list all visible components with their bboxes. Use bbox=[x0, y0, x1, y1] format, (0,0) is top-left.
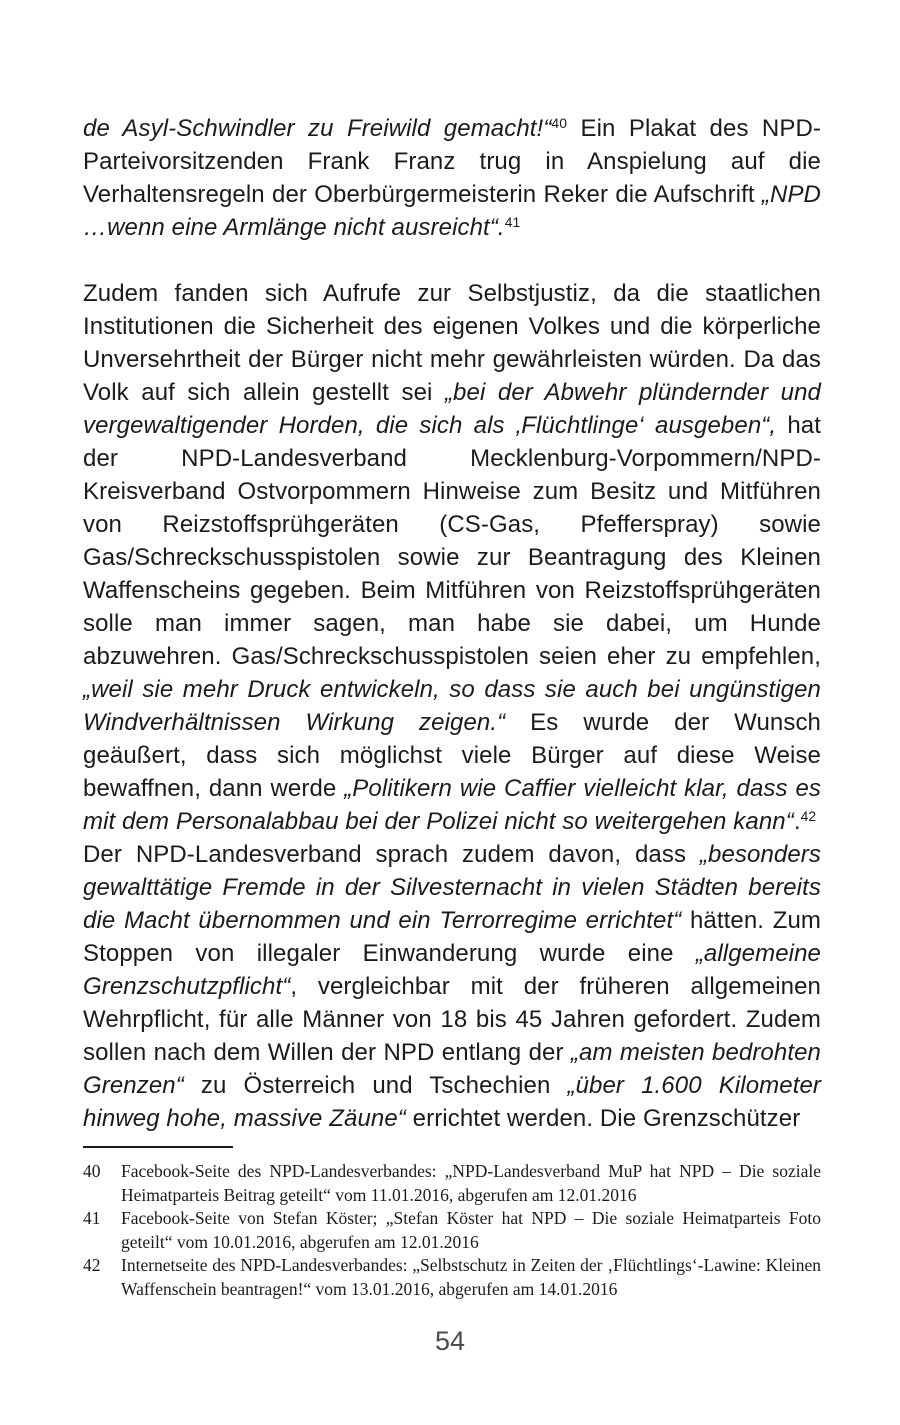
footnote bbox=[83, 1207, 821, 1254]
footnotes-section bbox=[83, 1146, 821, 1301]
quoted-italic-text: „Politikern wie Caffier vielleicht klar, dass es mit dem Personalabbau bei der Polizei nicht so weitergehen kann“ bbox=[83, 775, 821, 835]
footnote bbox=[83, 1254, 821, 1301]
footnotes-list bbox=[83, 1160, 821, 1301]
body-run: Zudem fanden sich Aufrufe zur Selbstjustiz, da die staatlichen Institutionen die Sicherheit des eigenen Volkes und die körperliche Unversehrtheit der Bürger nicht mehr gewährleisten würden. Da das Volk auf sich allein gestellt sei bbox=[83, 280, 821, 406]
body-run: Der NPD-Landesverband sprach zudem davon, dass bbox=[83, 841, 700, 868]
footnote bbox=[83, 1160, 821, 1207]
paragraph-1 bbox=[83, 112, 821, 244]
page-number: 54 bbox=[434, 1326, 466, 1356]
body-run: Ein Plakat des NPD-Parteivorsitzenden Frank Franz trug in Anspielung auf die Verhaltensregeln der Oberbürgermeisterin Reker die Aufschrift bbox=[83, 115, 821, 208]
paragraph-2 bbox=[83, 277, 821, 838]
footnote-number: 42 bbox=[83, 1255, 101, 1275]
body-text bbox=[83, 112, 821, 1135]
quoted-italic-text: „am meisten bedrohten Grenzen“ bbox=[83, 1039, 821, 1099]
quoted-italic-text: „bei der Abwehr plündernder und vergewaltigender Horden, die sich als ‚Flüchtlinge‘ ausgeben“, bbox=[83, 379, 821, 439]
footnote-text: Facebook-Seite des NPD-Landesverbandes: „NPD-Landesverband MuP hat NPD – Die soziale Heimatparteis Beitrag geteilt“ vom 11.01.2016, abgerufen am 12.01.2016 bbox=[121, 1161, 821, 1205]
paragraph-3 bbox=[83, 838, 821, 1135]
footnote-number: 41 bbox=[83, 1208, 101, 1228]
body-run: Es wurde der Wunsch geäußert, dass sich möglichst viele Bürger auf diese Weise bewaffnen, dann werde bbox=[83, 709, 821, 802]
footnote-ref: 40 bbox=[551, 115, 568, 132]
body-run: hat der NPD-Landesverband Mecklenburg-Vorpommern/NPD-Kreisverband Ostvorpommern Hinweise zum Besitz und Mitführen von Reizstoffsprühgeräten (CS-Gas, Pfefferspray) sowie Gas/Schreckschusspistolen sowie zur Beantragung des Kleinen Waffenscheins gegeben. Beim Mitführen von Reizstoffsprühgeräten solle man immer sagen, man habe sie dabei, um Hunde abzuwehren. Gas/Schreckschusspistolen seien eher zu empfehlen, bbox=[83, 412, 821, 670]
body-run: zu Österreich und Tschechien bbox=[183, 1072, 568, 1099]
footnote-number: 40 bbox=[83, 1161, 101, 1181]
quoted-italic-text: „allgemeine Grenzschutzpflicht“ bbox=[83, 940, 821, 1000]
body-run: errichtet werden. Die Grenzschützer bbox=[405, 1105, 801, 1132]
body-run: , vergleichbar mit der früheren allgemeinen Wehrpflicht, für alle Männer von 18 bis 45 Jahren gefordert. Zudem sollen nach dem Willen der NPD entlang der bbox=[83, 973, 821, 1066]
footnote-ref: 41 bbox=[504, 214, 521, 231]
body-run: . bbox=[793, 808, 801, 835]
footnote-ref: 42 bbox=[800, 808, 817, 825]
quoted-italic-text: de Asyl-Schwindler zu Freiwild gemacht!“ bbox=[83, 115, 552, 142]
quoted-italic-text: „NPD …wenn eine Armlänge nicht ausreicht“. bbox=[83, 181, 821, 241]
quoted-italic-text: „über 1.600 Kilometer hinweg hohe, massive Zäune“ bbox=[83, 1072, 822, 1132]
footnote-text: Facebook-Seite von Stefan Köster; „Stefan Köster hat NPD – Die soziale Heimatparteis Foto geteilt“ vom 10.01.2016, abgerufen am 12.01.2016 bbox=[121, 1208, 821, 1252]
body-run: hätten. Zum Stoppen von illegaler Einwanderung wurde eine bbox=[83, 907, 821, 967]
quoted-italic-text: „besonders gewalttätige Fremde in der Silvesternacht in vielen Städten bereits die Macht übernommen und ein Terrorregime errichtet“ bbox=[83, 841, 821, 934]
footnote-text: Internetseite des NPD-Landesverbandes: „Selbstschutz in Zeiten der ‚Flüchtlings‘-Lawine: Kleinen Waffenschein beantragen!“ vom 13.01.2016, abgerufen am 14.01.2016 bbox=[121, 1255, 821, 1299]
quoted-italic-text: „weil sie mehr Druck entwickeln, so dass sie auch bei ungünstigen Windverhältnissen Wirkung zeigen.“ bbox=[83, 676, 821, 736]
footnote-separator bbox=[83, 1146, 233, 1148]
